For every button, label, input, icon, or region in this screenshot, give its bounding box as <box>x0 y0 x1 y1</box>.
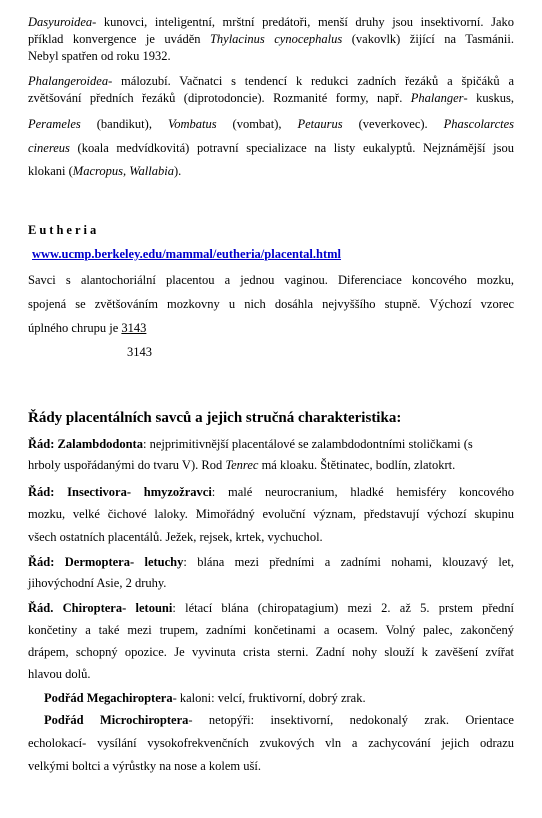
text-span: - netopýři: insektivorní, nedokonalý zrak. Orientace <box>188 713 514 727</box>
text-span: (veverkovec). <box>342 117 444 131</box>
text-line: drápem, schopný opozice. Je vyvinuta crista sterni. Zadní nohy slouží k zavěšení zvířat <box>28 645 514 659</box>
taxon-name: Perameles <box>28 117 81 131</box>
link-text[interactable]: www.ucmp.berkeley.edu/mammal/eutheria/placental.html <box>32 247 342 261</box>
text-line: Savci s alantochoriální placentou a jednou vaginou. Diferenciace koncového mozku, <box>28 273 514 287</box>
text-line <box>28 163 514 180</box>
taxon-name: Phalanger <box>410 91 464 105</box>
taxon-name: Macropus, Wallabia <box>72 164 174 178</box>
text-span: (vakovlk) žijící na Tasmánii. <box>342 32 514 46</box>
text-span: - kuskus, <box>463 91 514 105</box>
text-span: - kunovci, inteligentní, mrštní predátoři, menší druhy jsou insektivorní. Jako <box>92 15 514 29</box>
text-span: příklad konvergence je uváděn <box>28 32 210 46</box>
text-span: úplného chrupu je <box>28 321 122 335</box>
text-line: všech ostatních placentálů. Ježek, rejsek, krtek, vychuchol. <box>28 530 323 544</box>
taxon-name: Phascolarctes <box>443 117 515 131</box>
order-label: Řád: Dermoptera- letuchy <box>28 555 184 569</box>
text-line: Nebyl spatřen od roku 1932. <box>28 49 171 63</box>
suborder-label: Podřád Microchiroptera <box>44 713 189 727</box>
text-span: hrboly uspořádanými do tvaru V). Rod <box>28 458 226 472</box>
text-span: : nejprimitivnější placentálové se zalambdodontními stoličkami (s <box>142 437 473 451</box>
text-span: má kloaku. Štětinatec, bodlín, zlatokrt. <box>258 458 456 472</box>
text-span: (bandikut), <box>80 117 168 131</box>
section-heading-eutheria: Eutheria <box>28 223 100 237</box>
eutheria-link[interactable] <box>32 246 518 263</box>
text-line <box>28 554 514 571</box>
order-label: Řád: Insectivora- hmyzožravci <box>28 485 212 499</box>
text-line <box>28 600 514 617</box>
text-line <box>28 31 514 48</box>
taxon-name: Vombatus <box>167 117 217 131</box>
text-line <box>28 484 514 501</box>
suborder-label: Podřád Megachiroptera <box>44 691 173 705</box>
text-line: jihovýchodní Asie, 2 druhy. <box>28 576 167 590</box>
text-line: mozku, velké čichové laloky. Mimořádný evoluční význam, představují výchozí skupinu <box>28 507 514 521</box>
text-span: ). <box>173 164 182 178</box>
text-span: : blána mezi předními a zadními nohami, klouzavý let, <box>183 555 514 569</box>
text-span: - kaloni: velcí, fruktivorní, dobrý zrak. <box>172 691 366 705</box>
text-line: velkými boltci a výrůstky na nose a kolem uší. <box>28 759 261 773</box>
text-line: končetiny a také mezi trupem, zadními končetinami a ocasem. Volný palec, zakončený <box>28 623 514 637</box>
text-line <box>28 320 514 337</box>
taxon-name: Phalangeroidea <box>28 74 109 88</box>
text-line <box>28 90 514 107</box>
dental-formula-lower: 3143 <box>127 345 152 359</box>
text-line <box>44 690 514 707</box>
text-span: (vombat), <box>216 117 298 131</box>
taxon-name: Thylacinus cynocephalus <box>209 32 343 46</box>
order-label: Řád: Zalambdodonta <box>28 437 143 451</box>
text-line <box>28 14 514 31</box>
text-span: : malé neurocranium, hladké hemisféry koncového <box>211 485 514 499</box>
text-line: echolokací- vysílání vysokofrekvenčních zvukových vln a zachycování jejich odrazu <box>28 736 514 750</box>
text-span: klokani ( <box>28 164 73 178</box>
order-label: Řád. Chiroptera- letouni <box>28 601 173 615</box>
taxon-name: Petaurus <box>297 117 343 131</box>
text-line <box>28 73 514 90</box>
taxon-name: Dasyuroidea <box>28 15 93 29</box>
text-span: zvětšování předních řezáků (diprotodoncie). Rozmanité formy, např. <box>28 91 411 105</box>
text-line: hlavou dolů. <box>28 667 91 681</box>
text-line <box>28 457 514 474</box>
text-line <box>44 712 514 729</box>
orders-heading: Řády placentálních savců a jejich stručná charakteristika: <box>28 410 402 426</box>
text-span: : létací blána (chiropatagium) mezi 2. až 5. prstem přední <box>172 601 514 615</box>
text-line <box>28 140 514 157</box>
taxon-name: Tenrec <box>225 458 259 472</box>
dental-formula-upper: 3143 <box>121 321 147 335</box>
taxon-name: cinereus <box>28 141 70 155</box>
text-span: (koala medvídkovitá) potravní specializace na listy eukalyptů. Nejznámější jsou <box>69 141 514 155</box>
text-line: spojená se zvětšováním mozkovny u nich dosáhla nejvyššího stupně. Výchozí vzorec <box>28 297 514 311</box>
text-line <box>28 436 514 453</box>
text-span: - málozubí. Vačnatci s tendencí k redukci zadních řezáků a špičáků a <box>108 74 514 88</box>
text-line <box>28 116 514 133</box>
